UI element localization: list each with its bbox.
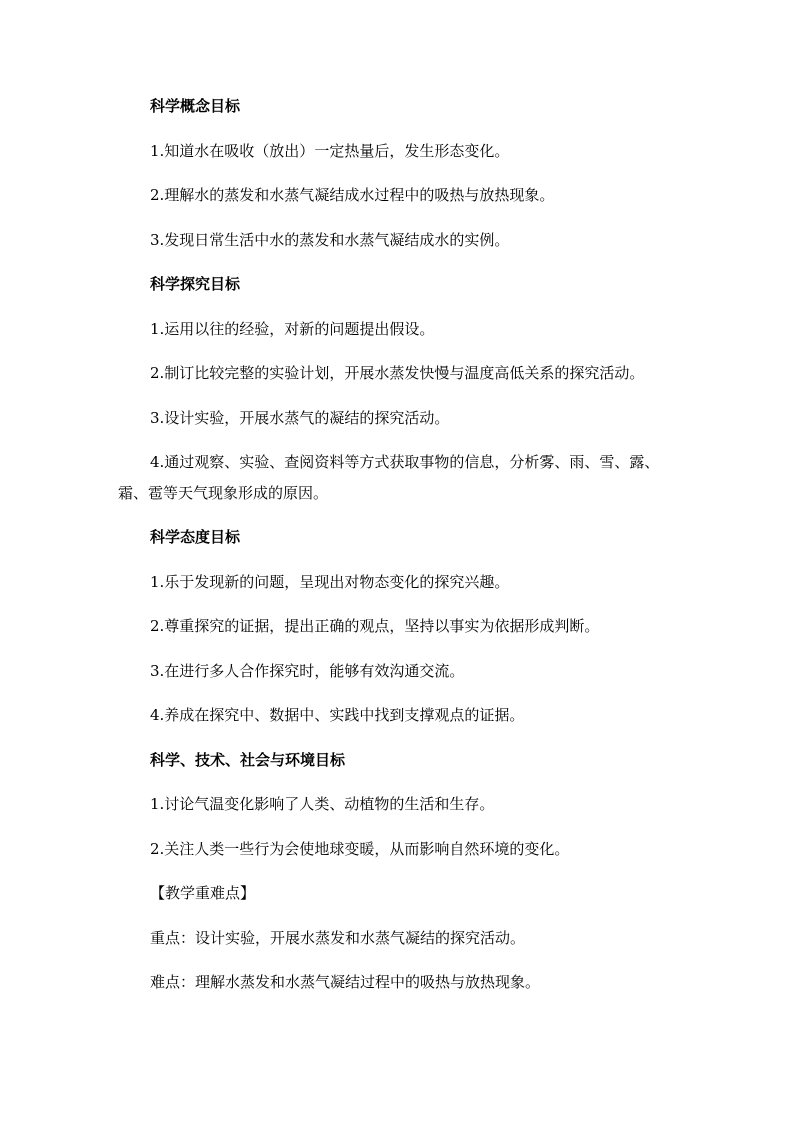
- key-point-difficulty: 难点：理解水蒸发和水蒸气凝结过程中的吸热与放热现象。: [150, 973, 541, 991]
- list-item: 1.运用以往的经验，对新的问题提出假设。: [150, 320, 435, 338]
- list-item: 1.乐于发现新的问题，呈现出对物态变化的探究兴趣。: [150, 573, 510, 591]
- list-item: 3.在进行多人合作探究时，能够有效沟通交流。: [150, 662, 465, 680]
- section-heading-sts: 科学、技术、社会与环境目标: [150, 751, 346, 769]
- section-heading-concept: 科学概念目标: [150, 97, 241, 115]
- list-item: 2.理解水的蒸发和水蒸气凝结成水过程中的吸热与放热现象。: [150, 186, 555, 204]
- list-item: 4.养成在探究中、数据中、实践中找到支撑观点的证据。: [150, 706, 525, 724]
- list-item: 4.通过观察、实验、查阅资料等方式获取事物的信息，分析雾、雨、雪、露、: [150, 453, 660, 471]
- key-points-heading: 【教学重难点】: [150, 884, 256, 902]
- key-point-focus: 重点：设计实验，开展水蒸发和水蒸气凝结的探究活动。: [150, 929, 526, 947]
- list-item: 1.知道水在吸收（放出）一定热量后，发生形态变化。: [150, 142, 510, 160]
- section-heading-attitude: 科学态度目标: [150, 528, 241, 546]
- list-item: 1.讨论气温变化影响了人类、动植物的生活和生存。: [150, 795, 495, 813]
- section-heading-inquiry: 科学探究目标: [150, 275, 241, 293]
- list-item: 2.尊重探究的证据，提出正确的观点，坚持以事实为依据形成判断。: [150, 617, 600, 635]
- list-item: 3.设计实验，开展水蒸气的凝结的探究活动。: [150, 409, 450, 427]
- list-item: 2.制订比较完整的实验计划，开展水蒸发快慢与温度高低关系的探究活动。: [150, 364, 645, 382]
- list-item: 2.关注人类一些行为会使地球变暖，从而影响自然环境的变化。: [150, 840, 570, 858]
- list-item-continuation: 霜、雹等天气现象形成的原因。: [118, 484, 329, 502]
- list-item: 3.发现日常生活中水的蒸发和水蒸气凝结成水的实例。: [150, 231, 510, 249]
